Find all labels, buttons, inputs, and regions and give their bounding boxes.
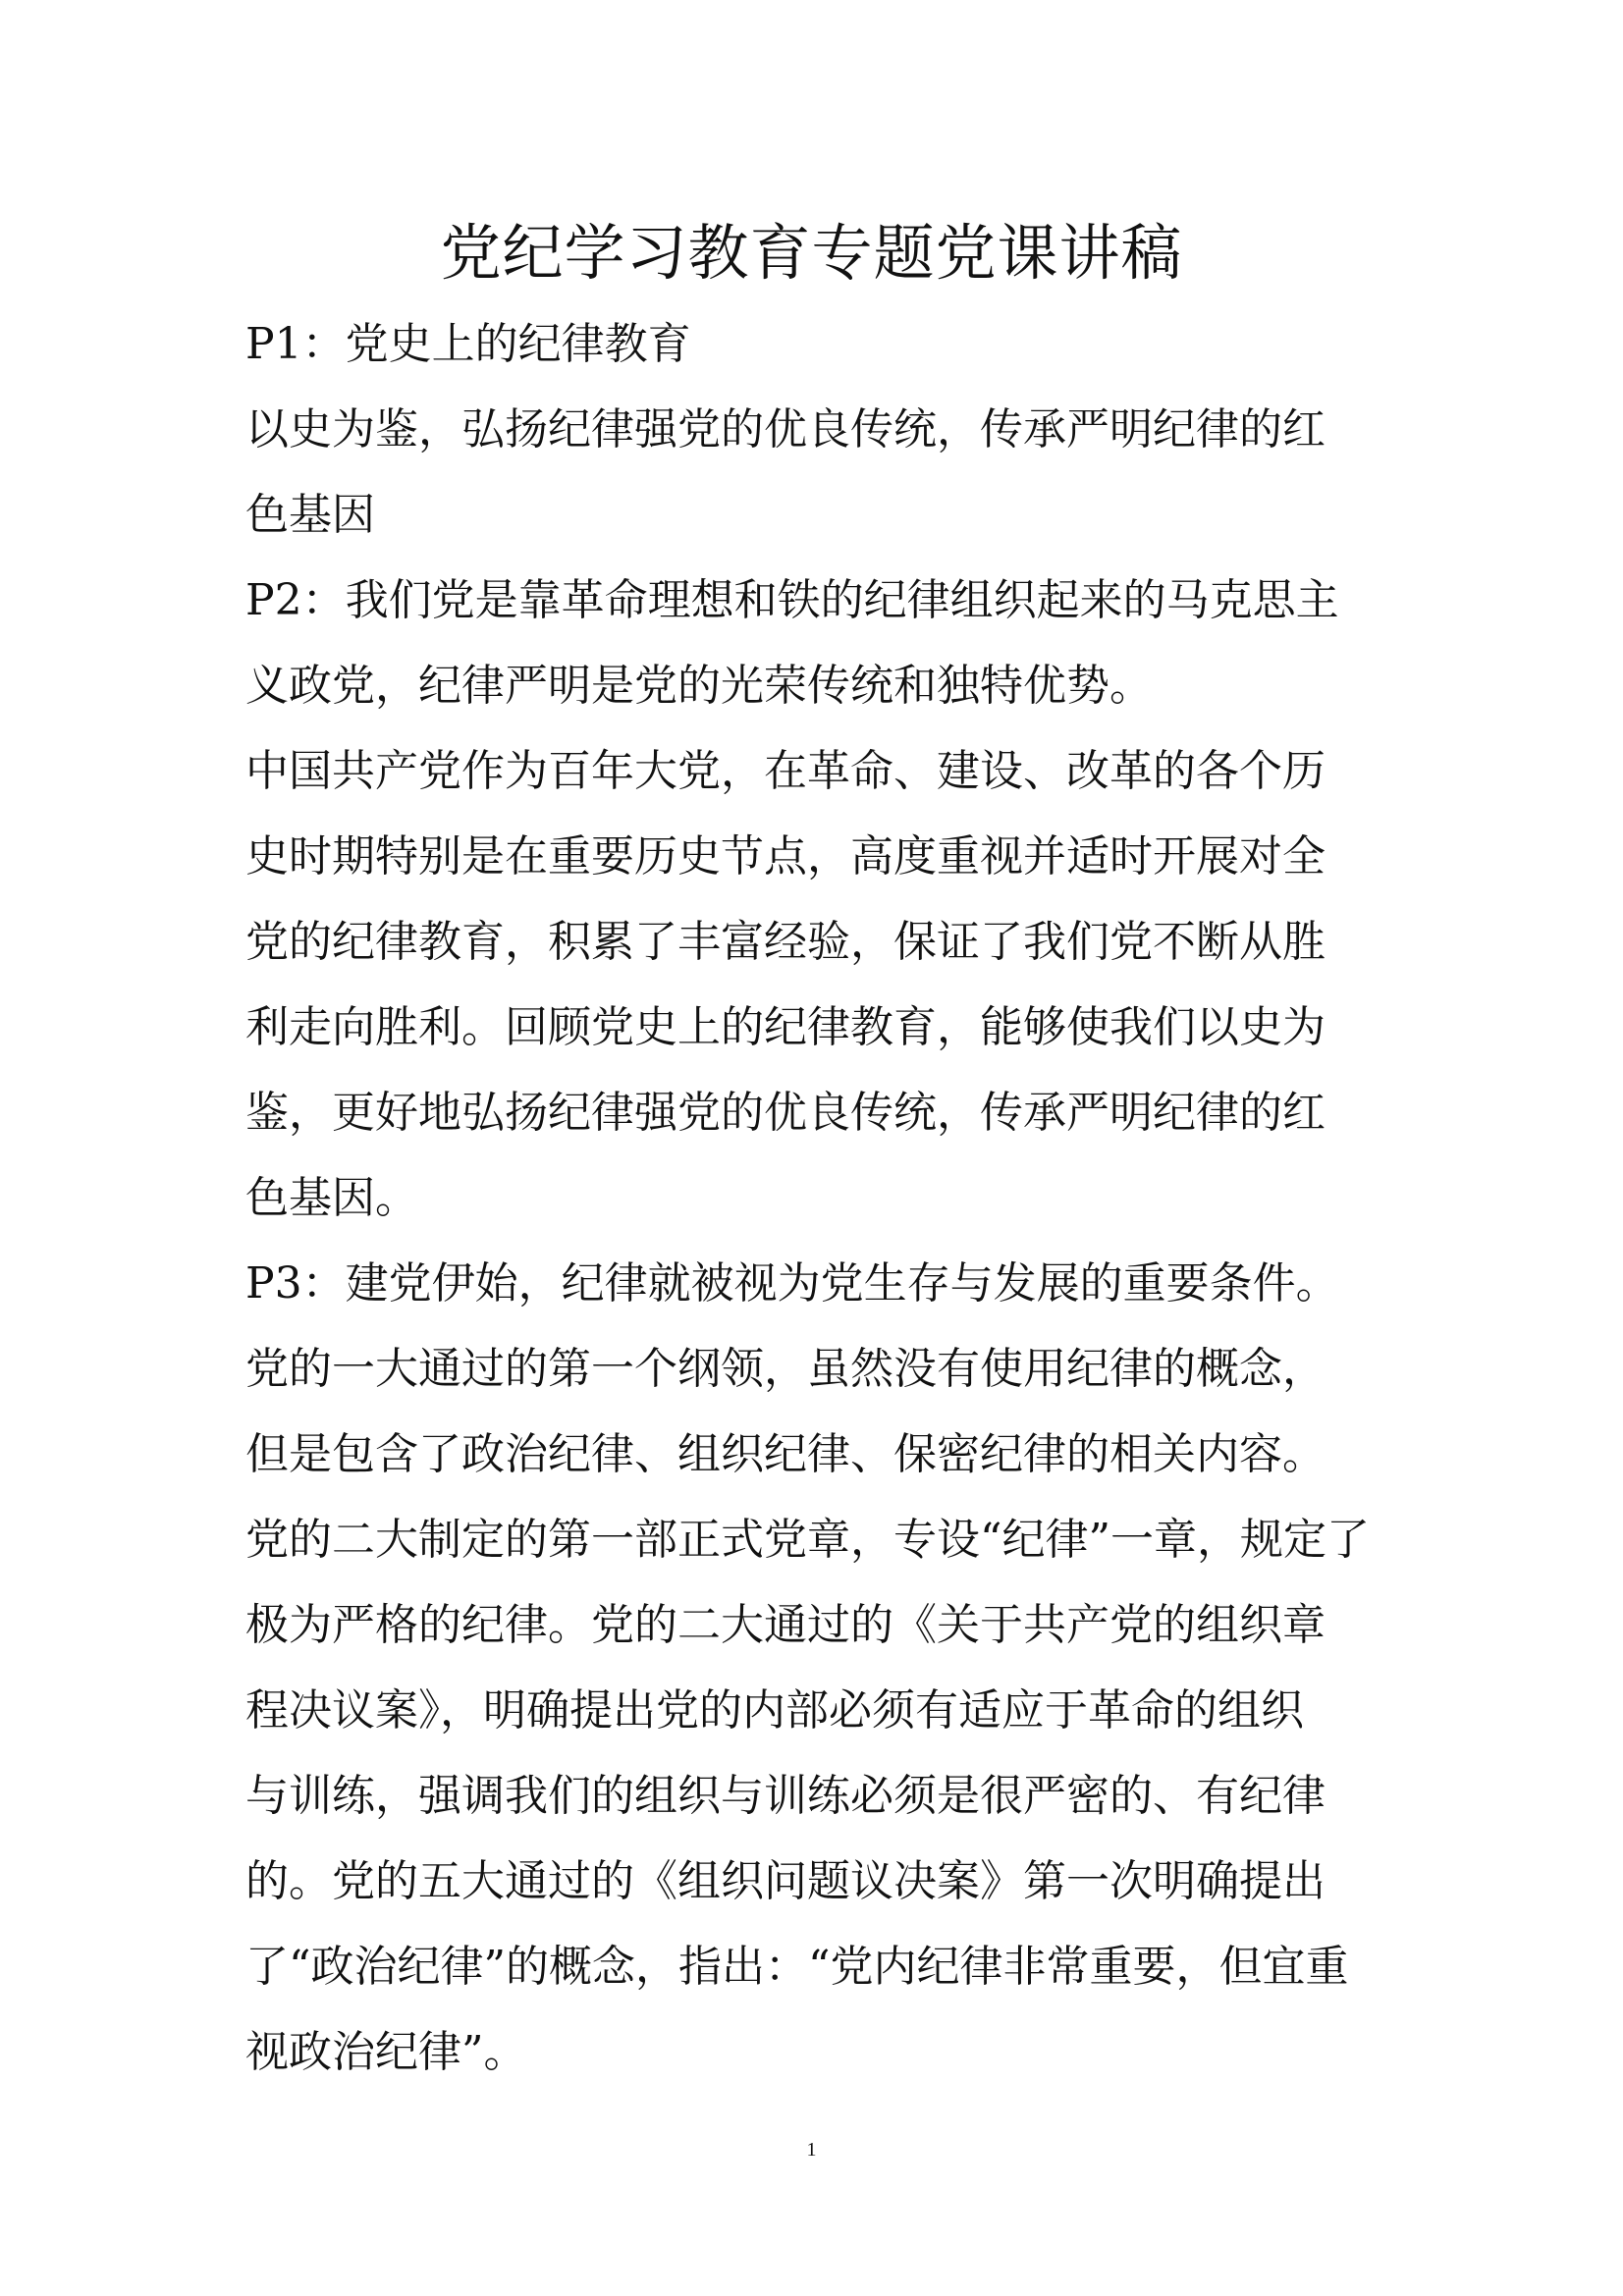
text-line: 史时期特别是在重要历史节点，高度重视并适时开展对全	[245, 831, 1325, 881]
text-line: 但是包含了政治纪律、组织纪律、保密纪律的相关内容。	[245, 1429, 1325, 1479]
text-line: 中国共产党作为百年大党，在革命、建设、改革的各个历	[245, 746, 1325, 796]
text-line: 义政党，纪律严明是党的光荣传统和独特优势。	[245, 661, 1153, 711]
text-line: 的。党的五大通过的《组织问题议决案》第一次明确提出	[245, 1856, 1325, 1906]
text-line: 党的一大通过的第一个纲领，虽然没有使用纪律的概念，	[245, 1344, 1325, 1394]
document-body	[245, 301, 1404, 2095]
text-line: P1：党史上的纪律教育	[245, 319, 691, 369]
text-line: 色基因。	[245, 1173, 418, 1223]
text-line: 以史为鉴，弘扬纪律强党的优良传统，传承严明纪律的红	[245, 404, 1325, 454]
text-line: 色基因	[245, 490, 375, 540]
text-line: 鉴，更好地弘扬纪律强党的优良传统，传承严明纪律的红	[245, 1088, 1325, 1138]
text-line: 党的纪律教育，积累了丰富经验，保证了我们党不断从胜	[245, 917, 1325, 967]
text-line: P2：我们党是靠革命理想和铁的纪律组织起来的马克思主	[245, 575, 1339, 625]
text-line: 视政治纪律”。	[245, 2027, 527, 2077]
text-line: P3：建党伊始，纪律就被视为党生存与发展的重要条件。	[245, 1258, 1339, 1308]
text-line: 程决议案》，明确提出党的内部必须有适应于革命的组织	[245, 1685, 1304, 1735]
text-line: 极为严格的纪律。党的二大通过的《关于共产党的组织章	[245, 1600, 1325, 1650]
text-line: 党的二大制定的第一部正式党章，专设“纪律”一章，规定了	[245, 1515, 1370, 1565]
text-line: 了“政治纪律”的概念，指出：“党内纪律非常重要，但宜重	[245, 1942, 1349, 1992]
document-title: 党纪学习教育专题党课讲稿	[440, 217, 1183, 289]
text-line: 与训练，强调我们的组织与训练必须是很严密的、有纪律	[245, 1771, 1325, 1821]
text-line: 利走向胜利。回顾党史上的纪律教育，能够使我们以史为	[245, 1002, 1325, 1052]
page-number: 1	[806, 2139, 817, 2161]
